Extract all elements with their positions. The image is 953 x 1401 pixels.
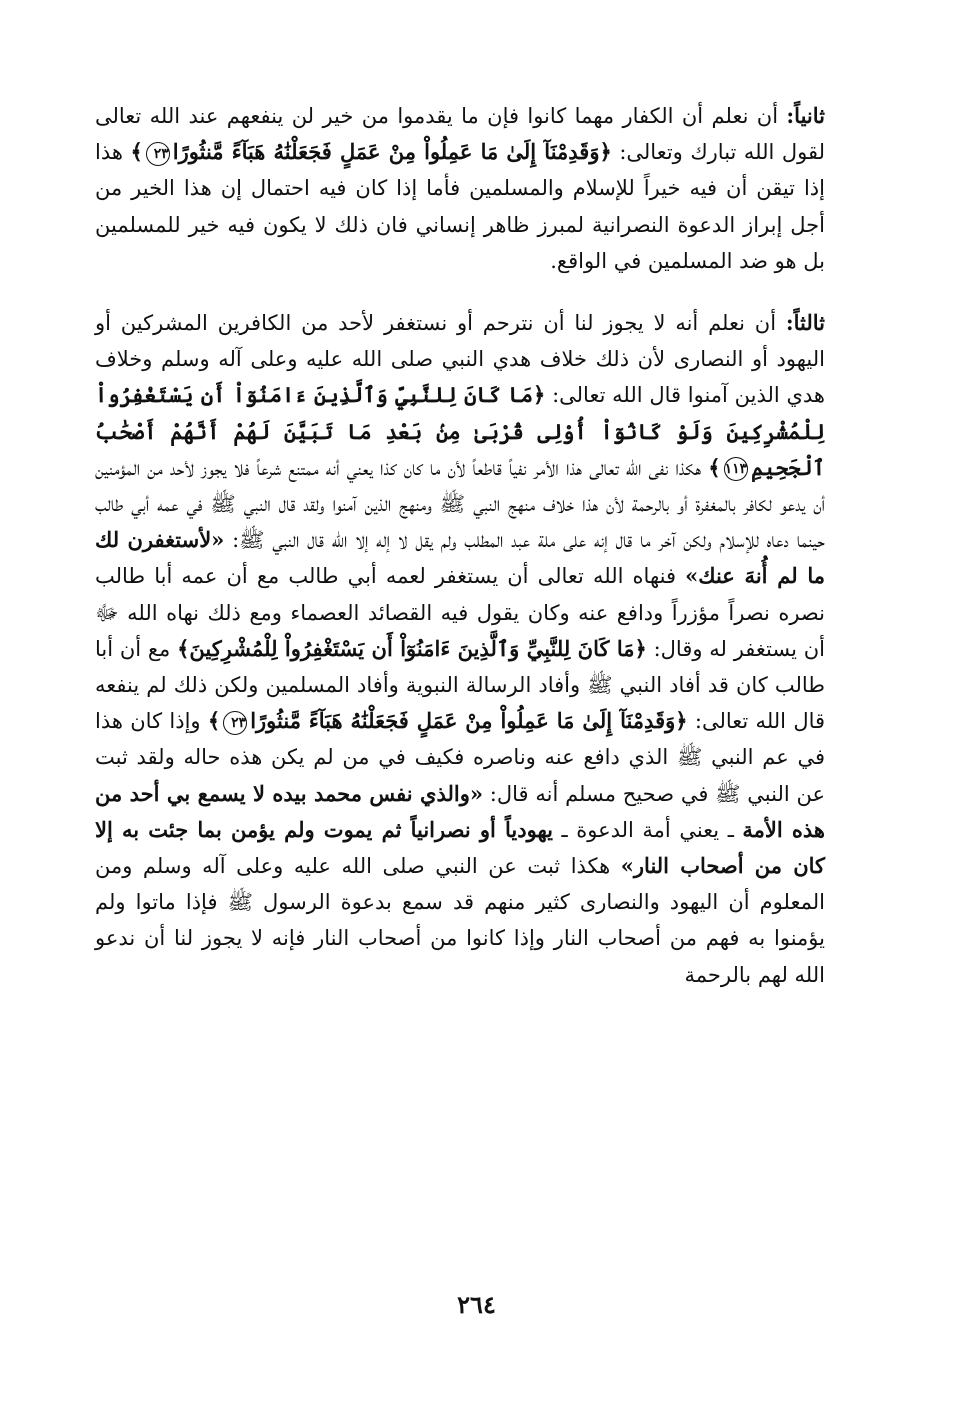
verse-number-badge: ١١٣ [724,457,749,481]
quran-verse: ﴿مَا كَانَ لِلنَّبِيِّ وَٱلَّذِينَ ءَامَنُوٓاْ أَن يَسْتَغْفِرُواْ لِلْمُشْرِكِينَ﴾ [177,635,647,661]
paragraph-text: أن نعلم أنه لا يجوز لنا أن نترحم أو نستغفر لأحد من الكافرين المشركين أو اليهود أو النصارى لأن ذلك خلاف هدي النبي صلى الله عليه وعلى آله وسلم وخلاف هدي الذين آمنوا قال الله تعالى: [95,311,825,408]
paragraph-text: وإذا كان هذا في عم النبي ﷺ الذي دافع عنه وناصره فكيف في من لم يكن هذه حاله ولقد ثبت عن النبي ﷺ في صحيح مسلم أنه قال: [95,709,825,806]
quran-verse: ﴿مَا كَانَ لِلنَّبِيِّ وَٱلَّذِينَ ءَامَنُوٓاْ أَن يَسْتَغْفِرُواْ لِلْمُشْرِكِينَ وَلَوْ كَانُوٓاْ أُوْلِى قُرْبَىٰ مِنۢ بَعْدِ مَا تَبَيَّنَ لَهُمْ أَنَّهُمْ أَصْحَٰبُ ٱلْجَحِيمِ [95,382,825,480]
paragraph-third-point [95,305,825,993]
verse-close-bracket: ﴾ [130,139,143,165]
paragraph-text: هكذا نفى الله تعالى هذا الأمر نفياً قاطعاً لأن ما كان كذا يعني أنه ممتنع شرعاً فلا يجوز لأحد من المؤمنين أن يدعو لكافر بالمغفرة أو بالرحمة لأن هذا خلاف منهج النبي ﷺ ومنهج الذين آمنوا ولقد قال النبي ﷺ في عمه أبي طالب حينما دعاه للإسلام ولكن آخر ما قال إنه على ملة عبد المطلب ولم يقل لا إله إلا الله قال النبي ﷺ: [95,455,825,553]
paragraph-lead: ثانياً: [786,103,825,128]
page-number: ٢٦٤ [457,1290,496,1319]
hadith-quote: يهودياً أو نصرانياً ثم يموت ولم يؤمن بما جئت به إلا كان من أصحاب النار» [95,816,826,879]
page-body [95,98,825,993]
paragraph-text: فنهاه الله تعالى أن يستغفر لعمه أبي طالب مع أن عمه أبا طالب نصره نصراً مؤزراً ودافع عنه وكان يقول فيه القصائد العصماء ومع ذلك نهاه الله ﷻ أن يستغفر له وقال: [95,564,825,661]
hadith-quote: «والذي نفس محمد بيده لا يسمع بي أحد من هذه الأمة [95,780,826,842]
hadith-quote: «لأستغفرن لك ما لم أُنهَ عنك» [95,527,825,589]
verse-number-badge: ٢٣ [146,142,170,166]
paragraph-text: هكذا ثبت عن النبي صلى الله عليه وعلى آله وسلم ومن المعلوم أن اليهود والنصارى كثير منهم قد سمع بدعوة الرسول ﷺ فإذا ماتوا ولم يؤمنوا به فهم من أصحاب النار وإذا كانوا من أصحاب النار فإنه لا يجوز لنا أن ندعو الله لهم بالرحمة [95,854,825,987]
paragraph-lead: ثالثاً: [785,310,825,336]
verse-close-bracket: ﴾ [708,454,721,480]
paragraph-text: ـ يعني أمة الدعوة ـ [552,817,743,842]
quran-verse: ﴿وَقَدِمْنَآ إِلَىٰ مَا عَمِلُواْ مِنْ عَمَلٍ فَجَعَلْنَٰهُ هَبَآءً مَّنثُورًا [250,708,688,734]
paragraph-text: مع أن أبا طالب كان قد أفاد النبي ﷺ وأفاد الرسالة النبوية وأفاد المسلمين ولكن ذلك لم ينفعه قال الله تعالى: [95,636,826,734]
quran-verse: ﴿وَقَدِمْنَآ إِلَىٰ مَا عَمِلُواْ مِنْ عَمَلٍ فَجَعَلْنَٰهُ هَبَآءً مَّنثُورًا [172,139,612,165]
verse-close-bracket: ﴾ [207,708,221,734]
verse-number-badge: ٢٣ [223,711,247,735]
paragraph-second-point [95,98,825,279]
paragraph-text: أن نعلم أن الكفار مهما كانوا فإن ما يقدموا من خير لن ينفعهم عند الله تعالى لقول الله تبارك وتعالى: [95,104,826,165]
paragraph-text: هذا إذا تيقن أن فيه خيراً للإسلام والمسلمين فأما إذا كان فيه احتمال إن هذا الخير من أجل إبراز الدعوة النصرانية لمبرز ظاهر إنساني فان ذلك لا يكون فيه خير للمسلمين بل هو ضد المسلمين في الواقع. [95,140,825,273]
